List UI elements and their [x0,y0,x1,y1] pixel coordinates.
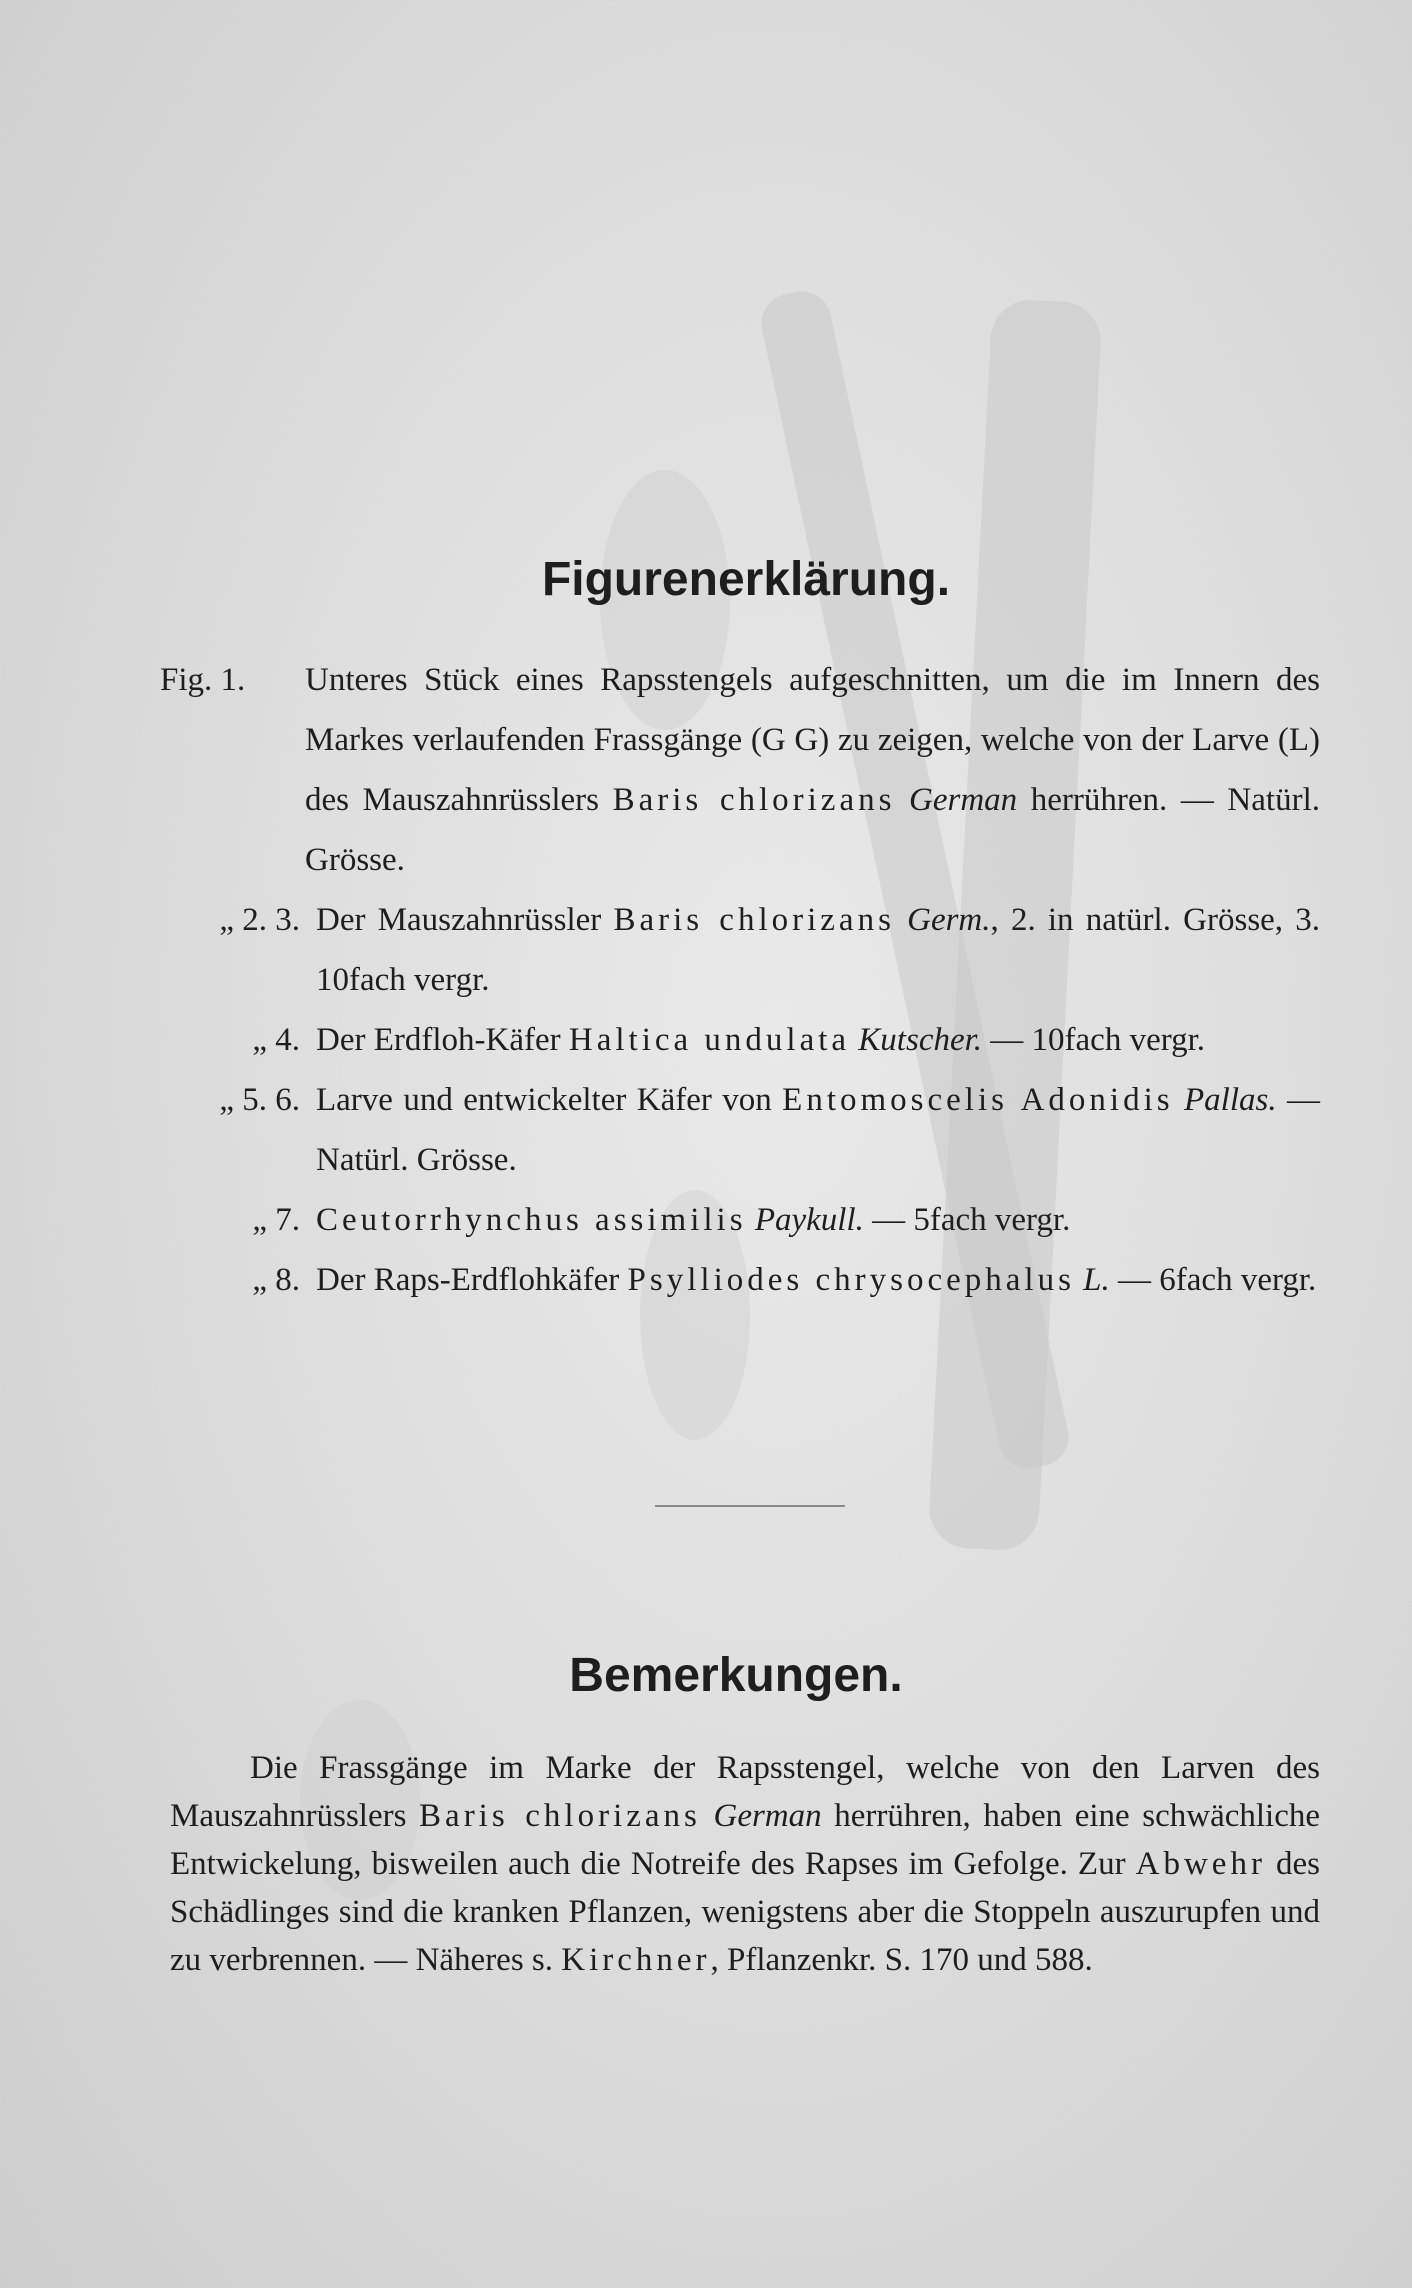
text-run: — Natürl. Grösse. [316,1082,1321,1178]
figure-list [160,650,1320,1310]
figure-number: „ 5. 6. [219,1082,300,1118]
figure-number: Fig. 1. [160,662,246,698]
figure-description [316,1010,1320,1070]
spaced-name: Haltica undulata [568,1022,851,1058]
author-name: Germ. [907,902,991,938]
spaced-name: Baris chlorizans [419,1798,701,1834]
figure-description [316,1070,1320,1190]
text-run: herrühren. — Natürl. Grösse. [305,782,1320,878]
author-name: Paykull. [754,1202,864,1238]
figure-entry [160,1250,1320,1310]
figure-number: „ 2. 3. [219,902,300,938]
text-run: — 10fach vergr. [982,1022,1206,1058]
text-run: — 5fach vergr. [863,1202,1071,1238]
figure-entry [160,890,1320,1010]
figures-heading: Figurenerklärung. [541,553,951,606]
text-run: Larve und entwickelter Käfer von [316,1082,783,1118]
author-name: German [909,782,1018,818]
text-run: — 6fach vergr. [1109,1262,1317,1298]
spaced-name: Abwehr [1135,1846,1266,1882]
figure-number: „ 7. [252,1202,300,1238]
text-run [1075,1262,1083,1298]
text-run: herrühren, haben eine schwächliche Entwickelung, bisweilen auch die Notreife des Rapses im Gefolge. Zur [170,1798,1320,1882]
spaced-name: Psylliodes chrysocephalus [627,1262,1075,1298]
text-run: des Schädlinges sind die kranken Pflanzen, wenigstens aber die Stoppeln auszurupfen und zu verbrennen. — Näheres s. [170,1846,1320,1978]
remarks-paragraph [170,1744,1320,1984]
figure-description [316,890,1320,1010]
text-run: Der Erdfloh-Käfer [316,1022,569,1058]
figure-number: „ 8. [252,1262,300,1298]
text-run: , Pflanzenkr. S. 170 und 588. [710,1942,1093,1978]
spaced-name: Baris chlorizans [612,782,896,818]
figure-entry [160,650,1320,890]
text-run: Der Mauszahnrüssler [316,902,614,938]
spaced-name: Entomoscelis Adonidis [782,1082,1174,1118]
figure-description [316,1250,1320,1310]
text-run [701,1798,714,1834]
remarks-heading: Bemerkungen. [569,1649,903,1702]
figure-description [316,1190,1320,1250]
text-run: Die Frassgänge im Marke der Rapsstengel, welche von den Larven des Mauszahnrüsslers [170,1750,1320,1834]
author-name: Kutscher. [858,1022,983,1058]
text-run: Der Raps-Erdflohkäfer [316,1262,628,1298]
text-run: Unteres Stück eines Rapsstengels aufgeschnitten, um die im Innern des Markes verlaufenden Frassgänge (G G) zu zeigen, welche von der Larve (L) des Mauszahnrüsslers [305,662,1320,818]
spaced-name: Kirchner [561,1942,711,1978]
spaced-name: Ceutorrhynchus assimilis [316,1202,747,1238]
author-name: Pallas. [1184,1082,1277,1118]
section-divider [655,1505,845,1507]
figure-entry [160,1070,1320,1190]
text-run [747,1202,755,1238]
text-run [895,782,909,818]
figure-number: „ 4. [252,1022,300,1058]
figure-entry [160,1190,1320,1250]
figure-entry [160,1010,1320,1070]
author-name: L. [1083,1262,1110,1298]
figure-description [305,650,1320,890]
text-run [1174,1082,1184,1118]
author-name: German [713,1798,822,1834]
text-run [895,902,907,938]
spaced-name: Baris chlorizans [613,902,895,938]
text-run: , 2. in natürl. Grösse, 3. 10fach vergr. [316,902,1320,998]
